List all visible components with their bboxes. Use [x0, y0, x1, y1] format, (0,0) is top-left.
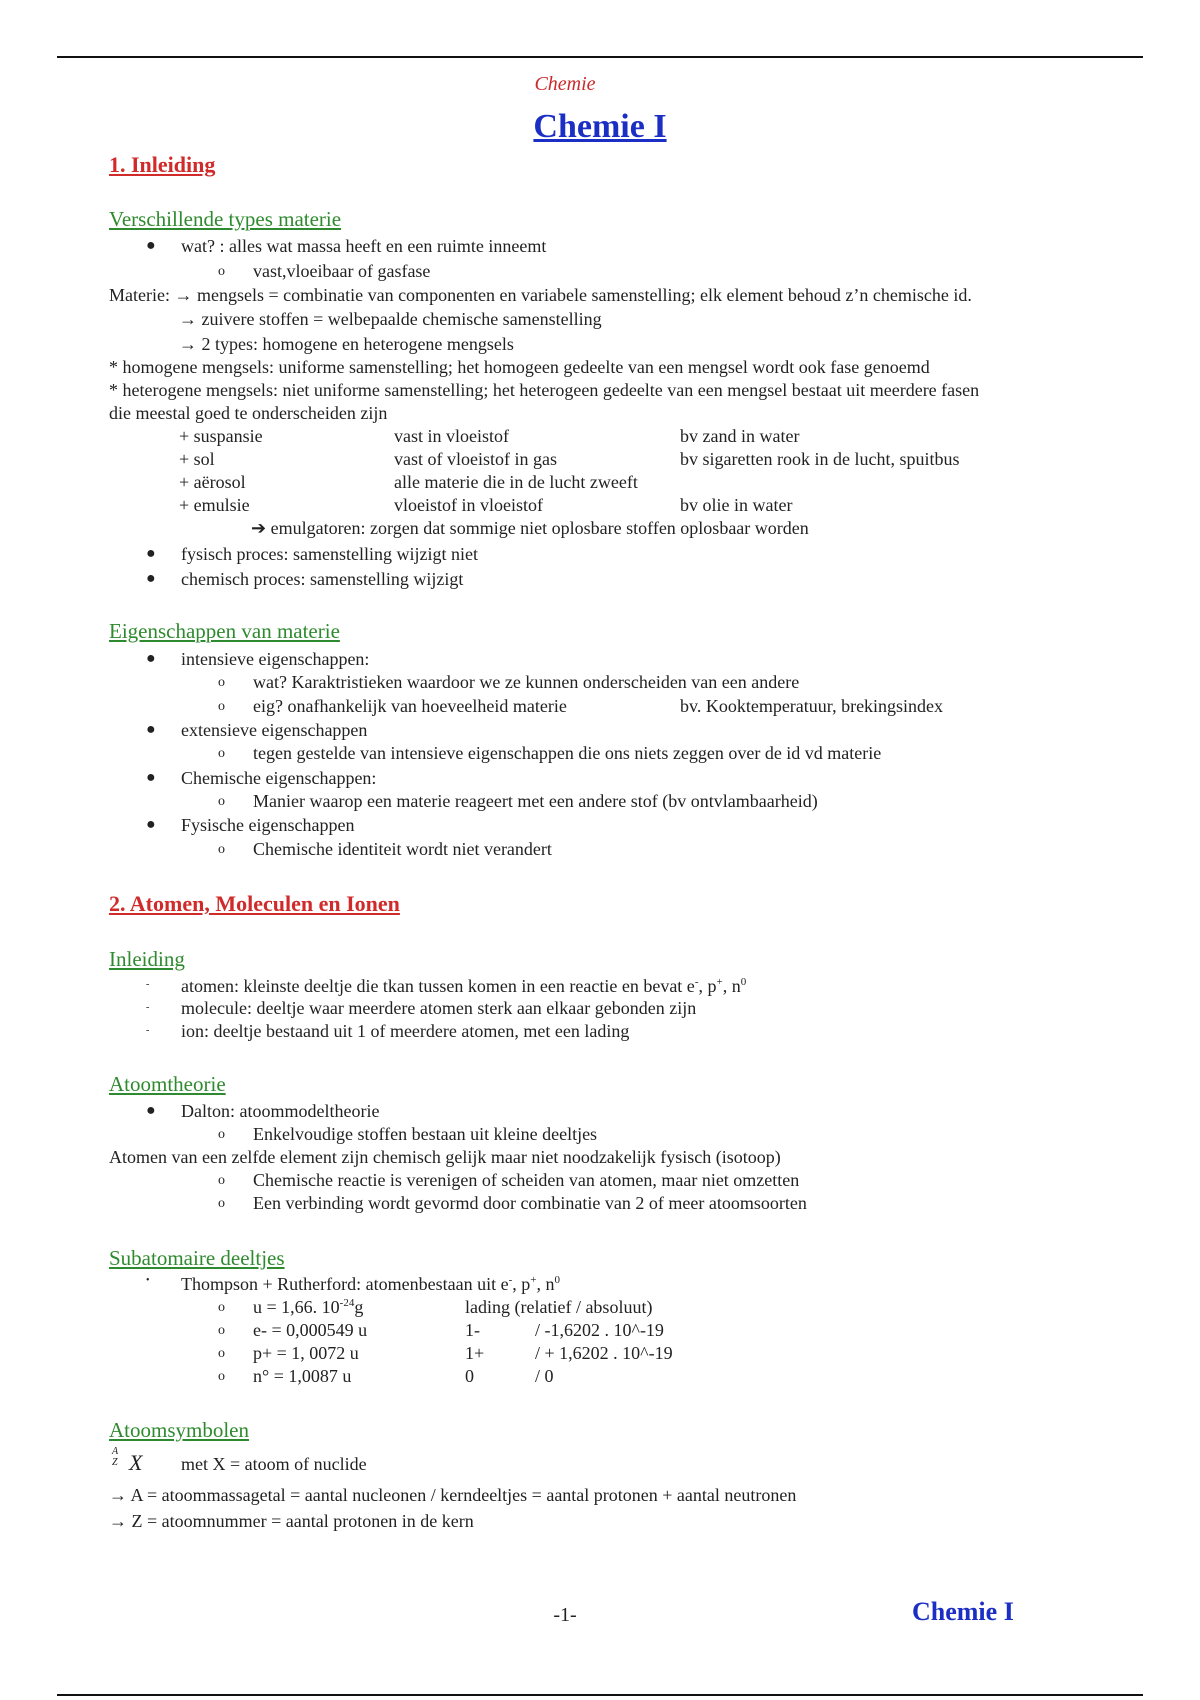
- bullet-icon: ●: [146, 570, 156, 587]
- text-line: Een verbinding wordt gevormd door combinatie van 2 of meer atoomsoorten: [253, 1193, 807, 1213]
- circle-bullet-icon: o: [218, 1173, 225, 1188]
- bullet-icon: ●: [146, 237, 156, 254]
- subheading-inleiding: Inleiding: [109, 947, 185, 971]
- page-number: -1-: [553, 1604, 577, 1626]
- text-line: Chemische reactie is verenigen of scheiden van atomen, maar niet omzetten: [253, 1170, 800, 1190]
- page-title: Chemie I: [533, 108, 667, 145]
- text-line: eig? onafhankelijk van hoeveelheid materie: [253, 696, 567, 716]
- circle-bullet-icon: o: [218, 1369, 225, 1384]
- mixture-type-example: bv sigaretten rook in de lucht, spuitbus: [680, 449, 960, 469]
- top-rule: [57, 56, 1143, 58]
- text-line: → Z = atoomnummer = aantal protonen in de kern: [109, 1511, 474, 1531]
- circle-bullet-icon: o: [218, 1346, 225, 1361]
- text-line: Materie: → mengsels = combinatie van componenten en variabele samenstelling; elk element behoud z’n chemische id.: [109, 285, 972, 305]
- mixture-type-name: + emulsie: [179, 495, 250, 515]
- particle-charge-relative: 1-: [465, 1320, 480, 1340]
- particle-charge-relative: 0: [465, 1366, 474, 1386]
- subheading-eigenschappen: Eigenschappen van materie: [109, 619, 340, 643]
- text-line: tegen gestelde van intensieve eigenschappen die ons niets zeggen over de id vd materie: [253, 743, 882, 763]
- nuclide-element: X: [129, 1450, 143, 1475]
- particle-charge-absolute: / + 1,6202 . 10^-19: [535, 1343, 673, 1363]
- footer-title: Chemie I: [912, 1597, 1014, 1626]
- mixture-type-desc: vloeistof in vloeistof: [394, 495, 543, 515]
- mixture-type-name: + suspansie: [179, 426, 263, 446]
- subheading-atoomtheorie: Atoomtheorie: [109, 1072, 226, 1096]
- text-line: u = 1,66. $10^{-24}g$: [253, 1297, 364, 1317]
- text-line: wat? Karaktristieken waardoor we ze kunnen onderscheiden van een andere: [253, 672, 800, 692]
- text-line: Dalton: atoommodeltheorie: [181, 1101, 380, 1121]
- text-line: chemisch proces: samenstelling wijzigt: [181, 569, 464, 589]
- text-line: → zuivere stoffen = welbepaalde chemische samenstelling: [179, 309, 602, 329]
- text-line: ➔ emulgatoren: zorgen dat sommige niet oplosbare stoffen oplosbaar worden: [251, 518, 809, 538]
- bullet-icon: •: [146, 1275, 150, 1286]
- text-line: Enkelvoudige stoffen bestaan uit kleine deeltjes: [253, 1124, 598, 1144]
- circle-bullet-icon: o: [218, 794, 225, 809]
- dash-bullet-icon: -: [146, 979, 150, 990]
- bullet-icon: ●: [146, 545, 156, 562]
- text-line: * heterogene mengsels: niet uniforme samenstelling; het heterogeen gedeelte van een mengsel bestaat uit meerdere fasen: [109, 380, 980, 400]
- mixture-type-desc: alle materie die in de lucht zweeft: [394, 472, 638, 492]
- text-line: atomen: kleinste deeltje die tkan tussen komen in een reactie en bevat e-, p+, $n^0$: [181, 976, 747, 996]
- mixture-type-desc: vast of vloeistof in gas: [394, 449, 557, 469]
- text-line: * homogene mengsels: uniforme samenstelling; het homogeen gedeelte van een mengsel wordt ook fase genoemd: [109, 357, 930, 377]
- text-line: Manier waarop een materie reageert met een andere stof (bv ontvlambaarheid): [253, 791, 818, 811]
- text-line: → 2 types: homogene en heterogene mengsels: [179, 334, 514, 354]
- bullet-icon: ●: [146, 1102, 156, 1119]
- text-line: Thompson + Rutherford: atomenbestaan uit e-, p+, $n^0$: [181, 1274, 560, 1294]
- running-title: Chemie: [534, 73, 596, 95]
- section-heading-inleiding: 1. Inleiding: [109, 152, 216, 177]
- particle-charge-relative: 1+: [465, 1343, 485, 1363]
- particle-mass: n° = 1,0087 u: [253, 1366, 352, 1386]
- circle-bullet-icon: o: [218, 264, 225, 279]
- text-line: molecule: deeltje waar meerdere atomen sterk aan elkaar gebonden zijn: [181, 998, 697, 1018]
- text-line: ion: deeltje bestaand uit 1 of meerdere atomen, met een lading: [181, 1021, 630, 1041]
- text-line: die meestal goed te onderscheiden zijn: [109, 403, 388, 423]
- bullet-icon: ●: [146, 769, 156, 786]
- circle-bullet-icon: o: [218, 699, 225, 714]
- circle-bullet-icon: o: [218, 1196, 225, 1211]
- mixture-type-name: + sol: [179, 449, 215, 469]
- section-heading-atomen: 2. Atomen, Moleculen en Ionen: [109, 891, 400, 916]
- circle-bullet-icon: o: [218, 746, 225, 761]
- bullet-icon: ●: [146, 816, 156, 833]
- text-line: → A = atoommassagetal = aantal nucleonen / kerndeeltjes = aantal protonen + aantal neutronen: [109, 1485, 797, 1505]
- mixture-type-example: bv zand in water: [680, 426, 800, 446]
- text-line: wat? : alles wat massa heeft en een ruimte inneemt: [181, 236, 547, 256]
- text-line: fysisch proces: samenstelling wijzigt niet: [181, 544, 478, 564]
- text-line: Fysische eigenschappen: [181, 815, 355, 835]
- mixture-type-example: bv olie in water: [680, 495, 793, 515]
- circle-bullet-icon: o: [218, 842, 225, 857]
- text-line: Chemische identiteit wordt niet verandert: [253, 839, 552, 859]
- nuclide-mass-number: A Z: [112, 1446, 119, 1468]
- circle-bullet-icon: o: [218, 1127, 225, 1142]
- mixture-type-name: + aërosol: [179, 472, 246, 492]
- dash-bullet-icon: -: [146, 1025, 150, 1036]
- dash-bullet-icon: -: [146, 1002, 150, 1013]
- particle-mass: p+ = 1, 0072 u: [253, 1343, 359, 1363]
- subheading-types-materie: Verschillende types materie: [109, 207, 342, 231]
- charge-header: lading (relatief / absoluut): [465, 1297, 653, 1317]
- particle-charge-absolute: / 0: [535, 1366, 554, 1386]
- circle-bullet-icon: o: [218, 1300, 225, 1315]
- text-line: intensieve eigenschappen:: [181, 649, 370, 669]
- circle-bullet-icon: o: [218, 675, 225, 690]
- text-line: Chemische eigenschappen:: [181, 768, 377, 788]
- text-line: Atomen van een zelfde element zijn chemisch gelijk maar niet noodzakelijk fysisch (isotoop): [109, 1147, 781, 1167]
- text-line: met X = atoom of nuclide: [181, 1454, 367, 1474]
- particle-mass: e- = 0,000549 u: [253, 1320, 368, 1340]
- circle-bullet-icon: o: [218, 1323, 225, 1338]
- bottom-rule: [57, 1694, 1143, 1696]
- subheading-atoomsymbolen: Atoomsymbolen: [109, 1418, 249, 1442]
- subheading-subatomaire: Subatomaire deeltjes: [109, 1246, 285, 1270]
- text-line: vast,vloeibaar of gasfase: [253, 261, 431, 281]
- mixture-type-desc: vast in vloeistof: [394, 426, 509, 446]
- text-line: bv. Kooktemperatuur, brekingsindex: [680, 696, 944, 716]
- particle-charge-absolute: / -1,6202 . 10^-19: [535, 1320, 664, 1340]
- bullet-icon: ●: [146, 721, 156, 738]
- text-line: extensieve eigenschappen: [181, 720, 368, 740]
- bullet-icon: ●: [146, 650, 156, 667]
